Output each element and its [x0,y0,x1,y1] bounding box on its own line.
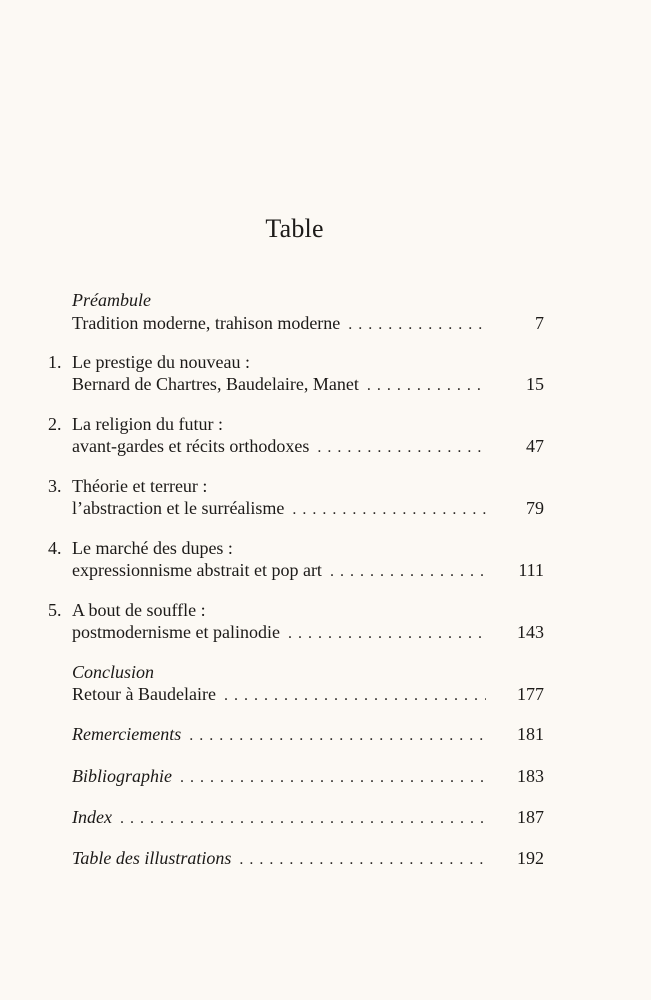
dot-leader [189,724,486,748]
toc-entry-line [72,434,544,458]
toc-entry-number: 4. [48,538,62,558]
toc-entry-line [72,805,544,829]
toc-entry-heading: Le marché des dupes : [72,538,233,558]
toc-entry-label: Index [72,807,112,827]
toc-entry-line [72,372,544,396]
dot-leader [224,684,486,708]
toc-page-number: 79 [526,498,544,518]
toc-entry-heading: La religion du futur : [72,414,223,434]
toc-entry-heading: Conclusion [72,662,155,682]
toc-entry-label: expressionnisme abstrait et pop art [72,560,322,580]
toc-entry-label: Retour à Baudelaire [72,684,216,704]
toc-entry-line [72,846,544,870]
dot-leader [180,766,486,790]
toc-page-number: 181 [517,724,544,744]
page-title: Table [265,214,324,243]
dot-leader [348,313,486,337]
toc-entry-label: postmodernisme et palinodie [72,622,280,642]
toc-entry-line [72,682,544,706]
dot-leader [292,498,486,522]
toc-page-number: 15 [526,374,544,394]
dot-leader [288,622,486,646]
toc-page-number: 183 [517,766,544,786]
dot-leader [120,807,486,831]
toc-entry-line [72,620,544,644]
dot-leader [317,436,486,460]
toc-entry-line [72,311,544,335]
toc-entry-number: 5. [48,600,62,620]
toc-entry-heading: Théorie et terreur : [72,476,208,496]
toc-entry-label: Table des illustrations [72,848,232,868]
toc-entry-line [72,764,544,788]
toc-page-number: 143 [517,622,544,642]
toc-entry-number: 3. [48,476,62,496]
toc-entry-label: avant-gardes et récits orthodoxes [72,436,310,456]
toc-page-number: 111 [518,560,544,580]
dot-leader [239,848,486,872]
toc-entry-heading: A bout de souffle : [72,600,206,620]
toc-entry-label: Bernard de Chartres, Baudelaire, Manet [72,374,359,394]
toc-entry-number: 1. [48,352,62,372]
toc-entry-number: 2. [48,414,62,434]
dot-leader [367,374,486,398]
toc-page-number: 192 [517,848,544,868]
toc-page-number: 47 [526,436,544,456]
toc-entry-label: Tradition moderne, trahison moderne [72,313,341,333]
toc-entry-heading: Le prestige du nouveau : [72,352,250,372]
dot-leader [330,560,486,584]
toc-page-number: 7 [535,313,544,333]
toc-entry-line [72,558,544,582]
toc-entry-label: Bibliographie [72,766,172,786]
toc-page-number: 177 [517,684,544,704]
toc-page-number: 187 [517,807,544,827]
toc-entry-label: l’abstraction et le surréalisme [72,498,285,518]
toc-entry-heading: Préambule [72,290,151,310]
toc-entry-line [72,496,544,520]
toc-entry-line [72,722,544,746]
toc-entry-label: Remerciements [72,724,182,744]
